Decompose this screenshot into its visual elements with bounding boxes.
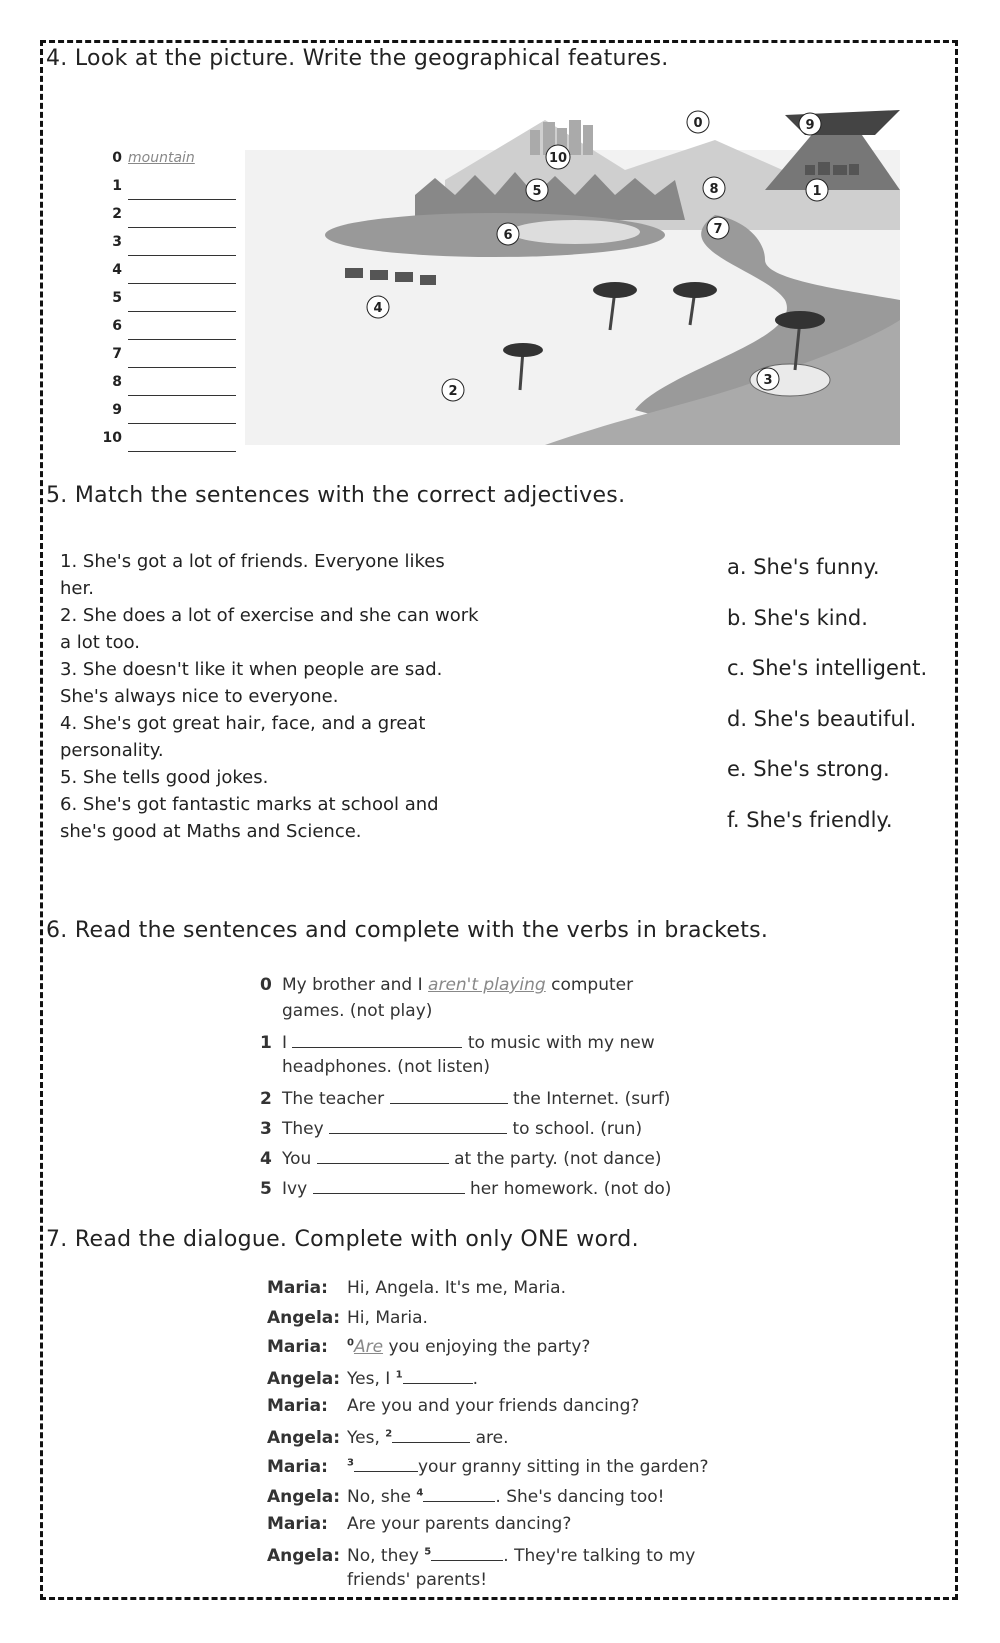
dialogue-line-2: Angela: Hi, Maria. [267, 1307, 428, 1328]
dialogue-line-1: Maria: Hi, Angela. It's me, Maria. [267, 1278, 566, 1298]
sentence-1: 1. She's got a lot of friends. Everyone likes her. [60, 551, 445, 599]
svg-text:10: 10 [548, 151, 568, 166]
dialogue-blank-3[interactable] [354, 1455, 418, 1472]
dialogue-line-8: Angela: No, she $^4$ . She's dancing too! [267, 1486, 665, 1507]
svg-text:5: 5 [532, 184, 542, 199]
adjective-b: b. She's kind. [727, 605, 868, 630]
section5-heading: 5. Match the sentences with the correct adjectives. [46, 483, 626, 508]
section7-heading: 7. Read the dialogue. Complete with only ONE word. [46, 1227, 639, 1252]
example-answer: aren't playing [428, 975, 546, 995]
answer-blank-3[interactable] [329, 1117, 507, 1134]
dialogue-line-5: Maria: Are you and your friends dancing? [267, 1396, 640, 1416]
adjective-f: f. She's friendly. [727, 807, 893, 832]
dialogue-line-6: Angela: Yes, $^2$ are. [267, 1427, 509, 1448]
adjective-c: c. She's intelligent. [727, 656, 928, 680]
sentence-3: 3. She doesn't like it when people are sad. She's always nice to everyone. [60, 659, 443, 707]
lake [510, 220, 640, 244]
sentence-4: 4. She's got great hair, face, and a great personality. [60, 713, 426, 761]
dialogue-line-7: Maria: $^3$ your granny sitting in the garden? [267, 1457, 709, 1477]
sentence-4: 4 You at the party. (not dance) [260, 1149, 662, 1169]
example-answer: mountain [128, 150, 195, 166]
example-answer: Are [353, 1337, 384, 1357]
svg-text:1: 1 [812, 184, 822, 199]
feature-item-0: 0 mountain [112, 150, 195, 166]
dialogue-blank-4[interactable] [423, 1485, 495, 1502]
dialogue-line-9: Maria: Are your parents dancing? [267, 1514, 572, 1534]
feature-item-9[interactable]: 9 [100, 402, 240, 430]
sentence-3: 3 They to school. (run) [260, 1119, 643, 1139]
landscape-picture [245, 110, 900, 445]
sentence-2: 2 The teacher the Internet. (surf) [260, 1089, 671, 1109]
svg-text:8: 8 [709, 182, 719, 197]
dialogue: Maria: Hi, Angela. It's me, Maria. Angela: Hi, Maria. Maria: $^0$Are you enjoying the party? Angela: Yes, I $^1$ . Maria: Are you and your friends dancing? Angela: Yes, $^2$ are. Maria: $^3$ your granny sitting in the garden? Angela: No, she $^4$ . She's dancing too! Maria: Are your parents dancing? Angela: No, they $^5$ . They're talking to my friends' parents! [267, 1278, 727, 1600]
dialogue-blank-2[interactable] [392, 1426, 470, 1443]
feature-item-6[interactable]: 6 [100, 318, 240, 346]
sentence-5: 5. She tells good jokes. [60, 767, 269, 788]
sentence-1: 1 I to music with my new [260, 1033, 655, 1053]
answer-blank-5[interactable] [313, 1177, 465, 1194]
adjective-a: a. She's funny. [727, 555, 880, 579]
sentence-5: 5 Ivy her homework. (not do) [260, 1179, 672, 1199]
feature-item-3[interactable]: 3 [100, 234, 240, 262]
svg-text:7: 7 [713, 222, 723, 237]
feature-item-10[interactable]: 10 [100, 430, 240, 458]
verb-exercise: 0 My brother and I aren't playing computer games. (not play) 1 I to music with my new headphones. (not listen) 2 The teacher the Internet. (surf) 3 They to school. (run) 4 You at the party. (not dance) 5 Ivy her homework. (not do) [260, 975, 700, 1207]
svg-text:0: 0 [693, 116, 703, 131]
sentence-2: 2. She does a lot of exercise and she can work a lot too. [60, 605, 479, 653]
feature-item-1[interactable]: 1 [100, 178, 240, 206]
svg-text:2: 2 [448, 384, 458, 399]
svg-text:6: 6 [503, 228, 513, 243]
feature-answer-list [100, 150, 240, 458]
answer-blank-2[interactable] [390, 1087, 508, 1104]
svg-text:3: 3 [763, 373, 773, 388]
sentence-list [60, 548, 480, 845]
answer-blank-1[interactable] [292, 1031, 462, 1048]
svg-text:9: 9 [805, 118, 815, 133]
svg-text:4: 4 [373, 301, 383, 316]
adjective-e: e. She's strong. [727, 757, 890, 781]
feature-item-7[interactable]: 7 [100, 346, 240, 374]
example-sentence: 0 My brother and I aren't playing computer [260, 975, 634, 995]
sentence-6: 6. She's got fantastic marks at school and she's good at Maths and Science. [60, 794, 439, 842]
adjective-list [727, 555, 947, 858]
feature-item-2[interactable]: 2 [100, 206, 240, 234]
dialogue-blank-1[interactable] [403, 1367, 473, 1384]
section6-heading: 6. Read the sentences and complete with the verbs in brackets. [46, 918, 769, 943]
adjective-d: d. She's beautiful. [727, 706, 917, 731]
feature-item-8[interactable]: 8 [100, 374, 240, 402]
dialogue-blank-5[interactable] [431, 1544, 503, 1561]
feature-item-4[interactable]: 4 [100, 262, 240, 290]
dialogue-line-10: Angela: No, they $^5$ . They're talking to my [267, 1545, 696, 1566]
dialogue-line-4: Angela: Yes, I $^1$ . [267, 1368, 479, 1389]
feature-item-5[interactable]: 5 [100, 290, 240, 318]
answer-blank-4[interactable] [317, 1147, 449, 1164]
section4-heading: 4. Look at the picture. Write the geographical features. [46, 46, 669, 71]
dialogue-line-3: Maria: $^0$Are you enjoying the party? [267, 1337, 591, 1357]
